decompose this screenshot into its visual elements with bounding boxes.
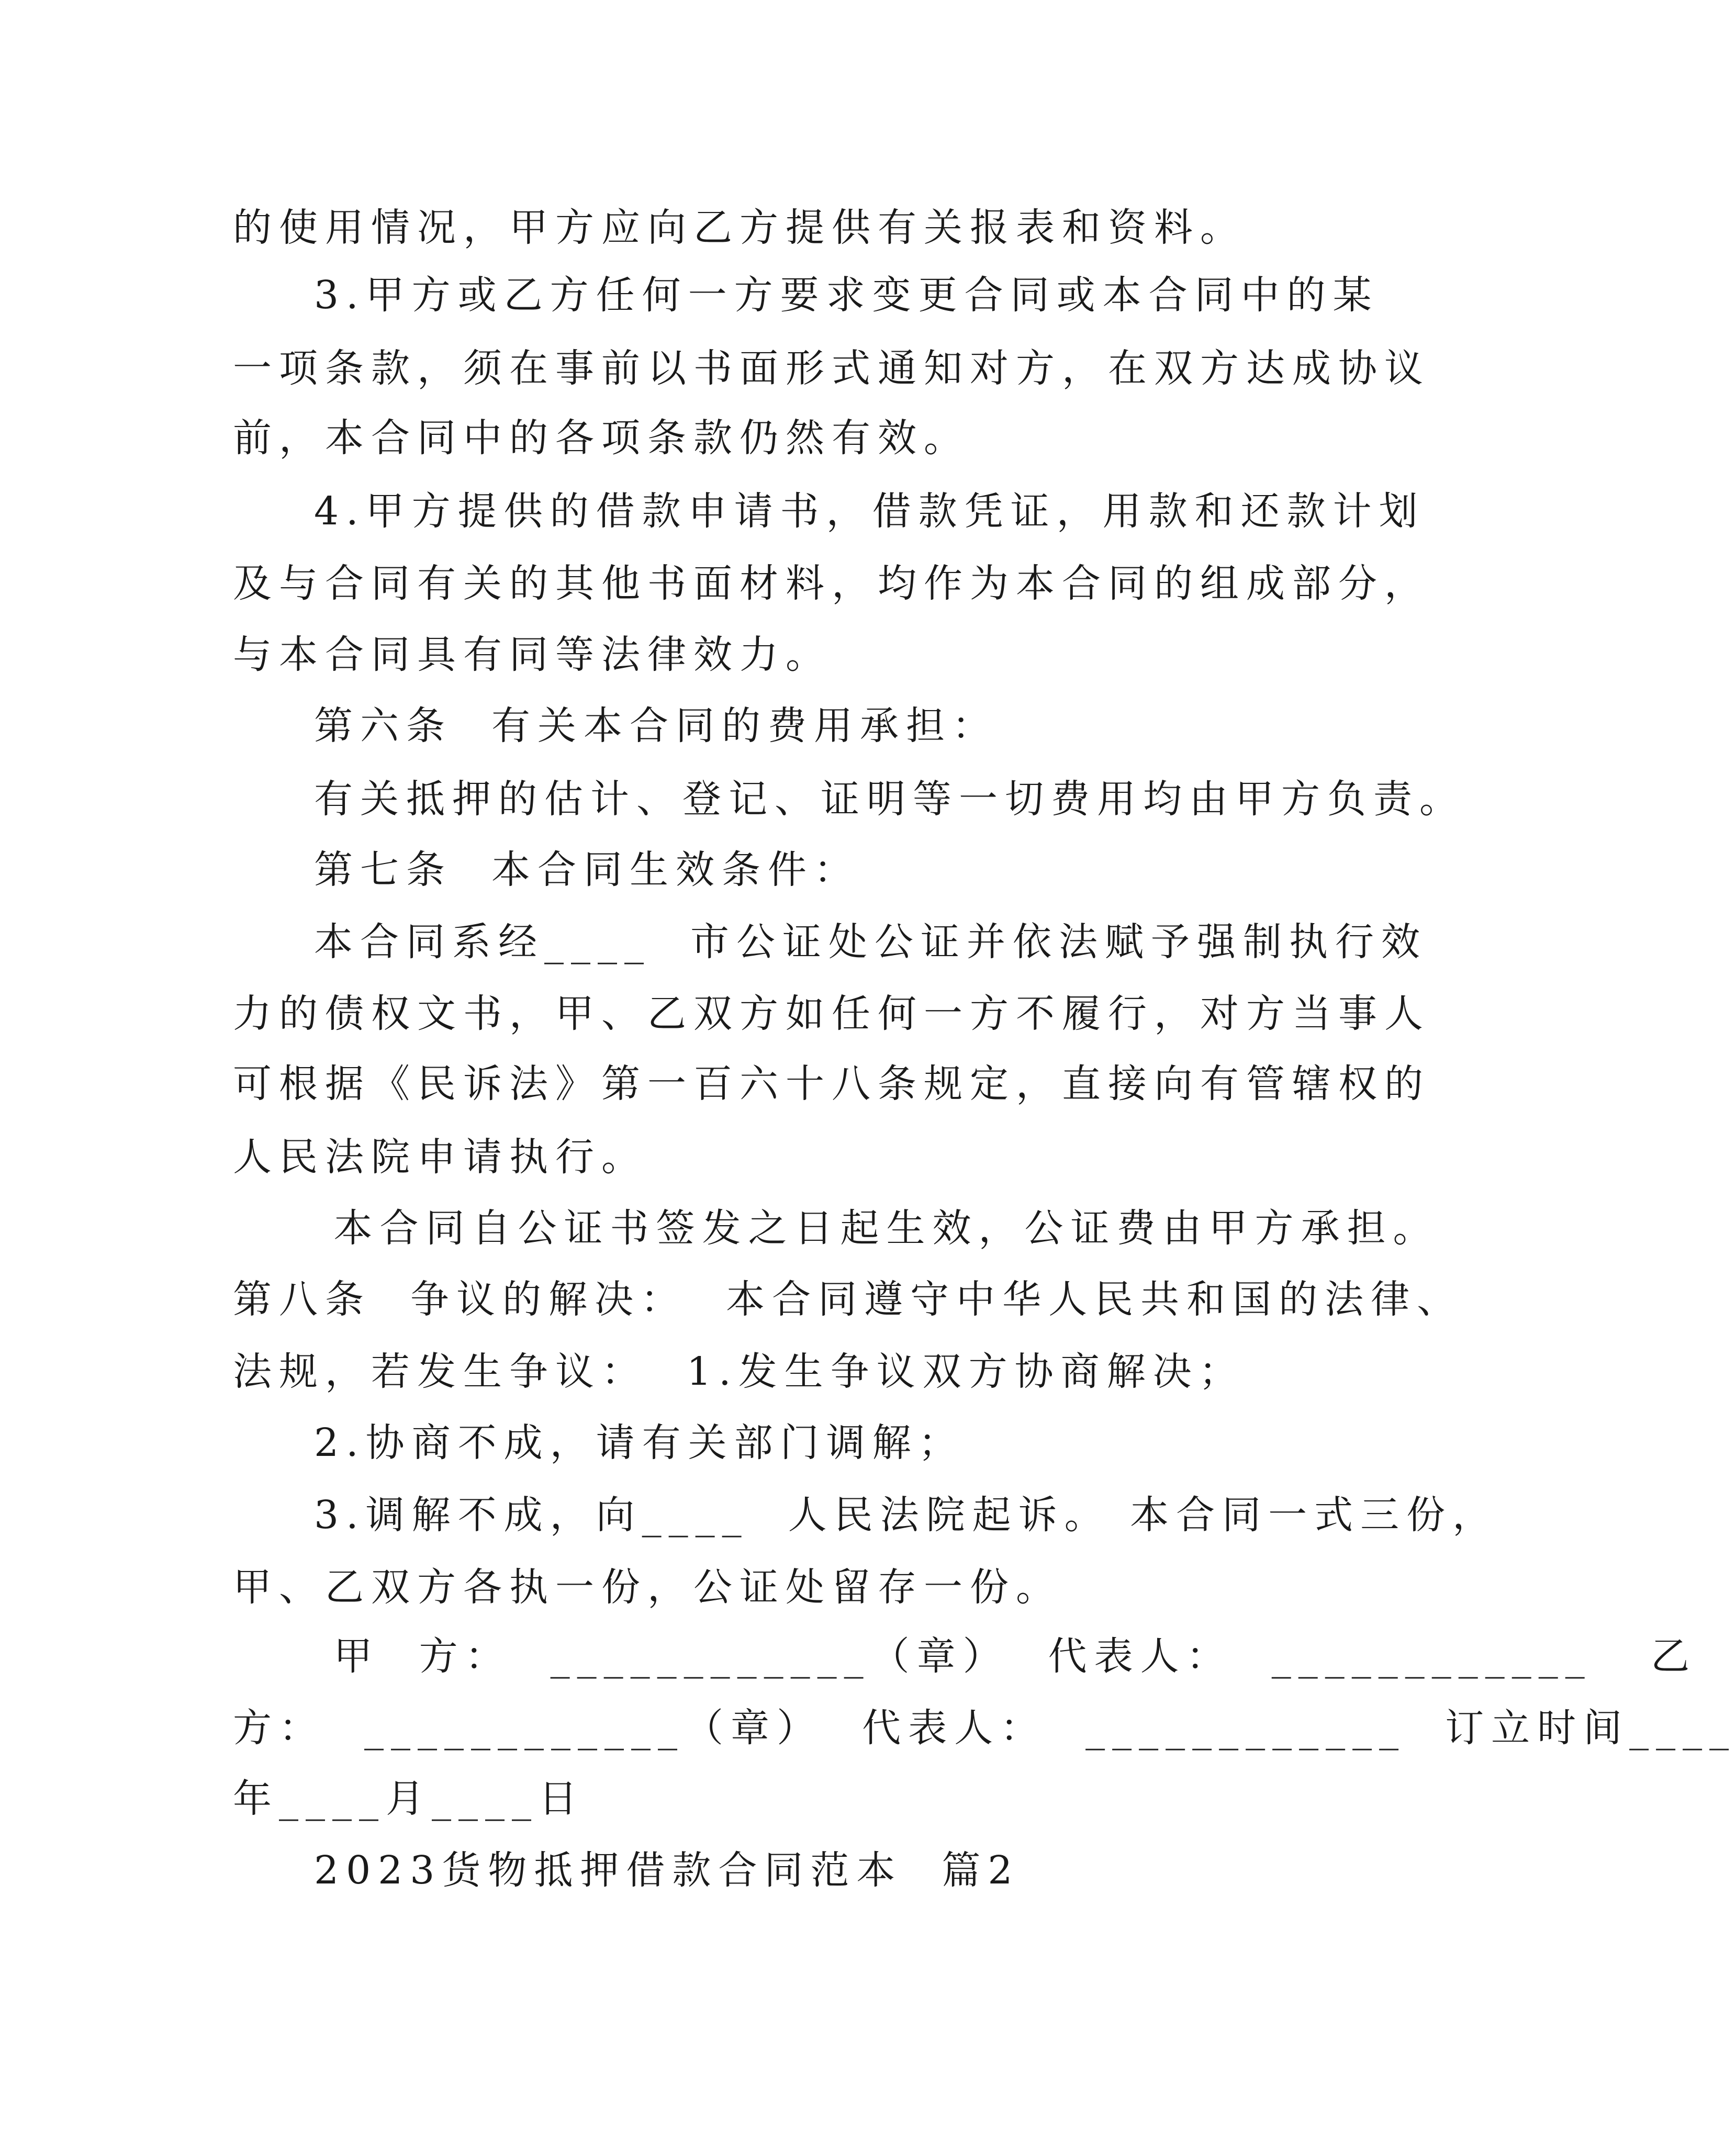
text-line: 本合同系经____ 市公证处公证并依法赋予强制执行效 (314, 919, 1428, 965)
section-heading: 第八条 争议的解决： 本合同遵守中华人民共和国的法律、 (233, 1277, 1463, 1322)
text-line: 法规，若发生争议： 1.发生争议双方协商解决； (233, 1349, 1245, 1394)
text-line: 4.甲方提供的借款申请书，借款凭证，用款和还款计划 (314, 489, 1425, 534)
section-heading: 第七条 本合同生效条件： (314, 847, 860, 892)
section-title: 2023货物抵押借款合同范本 篇2 (314, 1848, 1020, 1893)
text-line: 2.协商不成，请有关部门调解； (314, 1420, 965, 1465)
text-line: 人民法院申请执行。 (233, 1135, 647, 1180)
date-line: 年____月____日 (233, 1776, 585, 1821)
text-line: 甲、乙双方各执一份，公证处留存一份。 (233, 1565, 1062, 1610)
text-line: 可根据《民诉法》第一百六十八条规定，直接向有管辖权的 (233, 1061, 1430, 1106)
text-line: 的使用情况，甲方应向乙方提供有关报表和资料。 (233, 205, 1246, 250)
section-heading: 第六条 有关本合同的费用承担： (314, 703, 999, 748)
signature-line: 方： ____________（章） 代表人： ____________ 订立时间____ (233, 1706, 1736, 1751)
text-line: 3.甲方或乙方任何一方要求变更合同或本合同中的某 (314, 273, 1379, 318)
text-line: 与本合同具有同等法律效力。 (233, 632, 832, 677)
text-line: 力的债权文书，甲、乙双方如任何一方不履行，对方当事人 (233, 991, 1430, 1036)
text-line: 本合同自公证书签发之日起生效，公证费由甲方承担。 (314, 1206, 1439, 1251)
text-line: 一项条款，须在事前以书面形式通知对方，在双方达成协议 (233, 346, 1430, 391)
text-line: 及与合同有关的其他书面材料，均作为本合同的组成部分， (233, 561, 1430, 606)
text-line: 3.调解不成，向____ 人民法院起诉。 本合同一式三份， (314, 1493, 1499, 1538)
text-line: 有关抵押的估计、登记、证明等一切费用均由甲方负责。 (314, 777, 1465, 822)
text-line: 前，本合同中的各项条款仍然有效。 (233, 416, 970, 461)
signature-line: 甲 方： ____________（章） 代表人： ____________ 乙 (314, 1634, 1697, 1679)
